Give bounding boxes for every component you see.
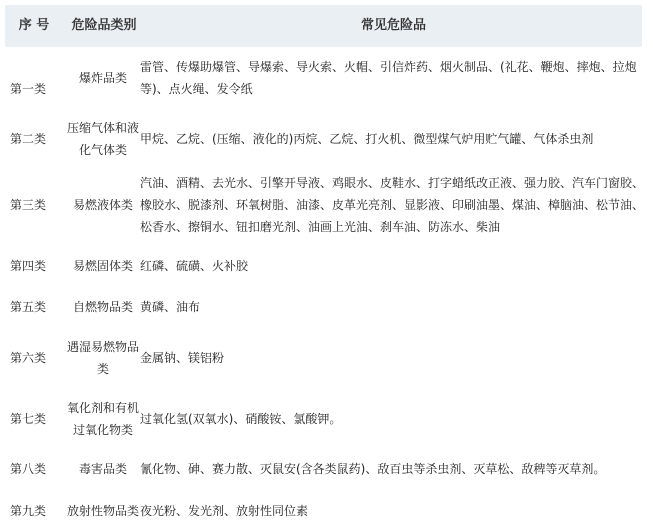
row-items: 过氧化氢(双氧水)、硝酸铵、氯酸钾。 bbox=[140, 412, 342, 426]
row-category: 遇湿易燃物品类 bbox=[66, 340, 139, 376]
row-category: 放射性物品类 bbox=[66, 504, 139, 518]
row-items: 氰化物、砷、赛力散、灭鼠安(含各类鼠药)、敌百虫等杀虫剂、灭草松、敌稗等灭草剂。 bbox=[140, 462, 606, 476]
row-seq: 第四类 bbox=[10, 259, 47, 273]
row-category: 氧化剂和有机过氧化物类 bbox=[66, 401, 139, 437]
row-items: 金属钠、镁铝粉 bbox=[140, 351, 225, 365]
header-items: 常见危险品 bbox=[360, 18, 426, 33]
row-category: 自燃物品类 bbox=[72, 300, 133, 314]
row-items: 红磷、硫磺、火补胶 bbox=[140, 259, 249, 273]
header-seq: 序 号 bbox=[18, 18, 50, 33]
row-items: 雷管、传爆助爆管、导爆索、导火索、火帽、引信炸药、烟火制品、(礼花、鞭炮、摔炮、拉炮等)、点火绳、发令纸 bbox=[140, 60, 637, 96]
row-seq: 第五类 bbox=[10, 300, 47, 314]
row-items: 甲烷、乙烷、(压缩、液化的)丙烷、乙烷、打火机、微型煤气炉用贮气罐、气体杀虫剂 bbox=[140, 132, 594, 146]
header-category: 危险品类别 bbox=[71, 18, 137, 33]
row-seq: 第一类 bbox=[10, 82, 47, 96]
row-category: 易燃固体类 bbox=[72, 259, 133, 273]
row-seq: 第三类 bbox=[10, 198, 47, 212]
row-items: 黄磷、油布 bbox=[140, 300, 201, 314]
row-seq: 第九类 bbox=[10, 504, 47, 518]
row-seq: 第八类 bbox=[10, 462, 47, 476]
row-seq: 第七类 bbox=[10, 412, 47, 426]
row-seq: 第六类 bbox=[10, 351, 47, 365]
row-items: 夜光粉、发光剂、放射性同位素 bbox=[140, 504, 309, 518]
row-category: 爆炸品类 bbox=[78, 71, 127, 85]
row-category: 毒害品类 bbox=[78, 462, 127, 476]
table-header bbox=[5, 5, 642, 47]
row-seq: 第二类 bbox=[10, 132, 47, 146]
row-category: 易燃液体类 bbox=[72, 198, 133, 212]
row-items: 汽油、酒精、去光水、引擎开导液、鸡眼水、皮鞋水、打字蜡纸改正液、强力胶、汽车门窗胶、橡胶水、脱漆剂、环氧树脂、油漆、皮革光亮剂、显影液、印刷油墨、煤油、樟脑油、松节油、松香水、擦铜水、钮扣磨光剂、油画上光油、刹车油、防冻水、柴油 bbox=[140, 176, 645, 234]
row-category: 压缩气体和液化气体类 bbox=[66, 121, 139, 157]
